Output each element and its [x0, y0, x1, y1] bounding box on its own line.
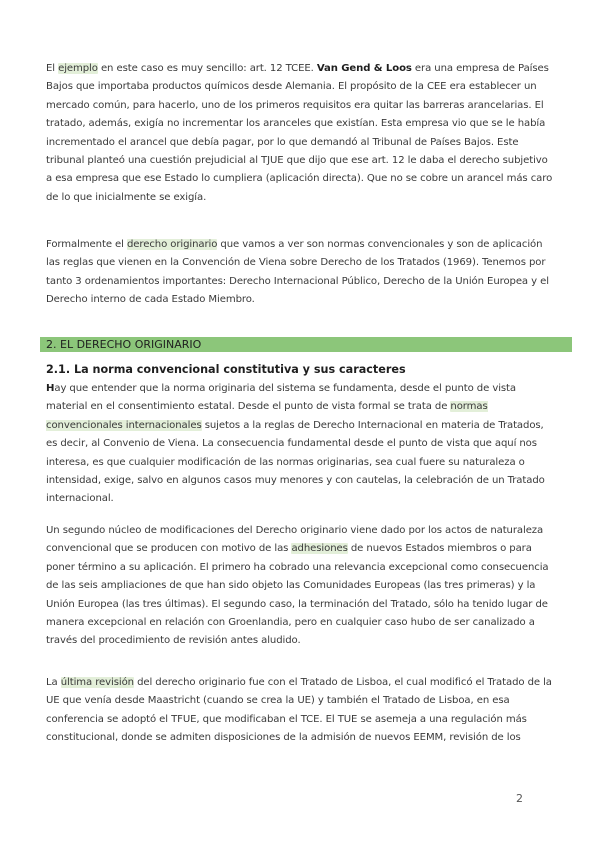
paragraph-norma-originaria	[46, 380, 556, 509]
paragraph-ultima-revision	[46, 674, 556, 748]
p2-pre: Formalmente el	[46, 239, 127, 250]
p4-post: de nuevos Estados miembros o para poner término a su aplicación. El primero ha cobrado una relevancia excepcional como consecuencia de las seis ampliaciones de que han sido objeto las Comunidades Europeas (las tres primeras) y la Unión Europea (las tres últimas). El segundo caso, la terminación del Tratado, sólo ha tenido lugar de manera excepcional en relación con Groenlandia, pero en cualquier caso hubo de ser canalizado a través del procedimiento de revisión antes aludido.	[46, 543, 549, 647]
p4-pre: Un segundo núcleo de modificaciones del Derecho originario viene dado por los actos de naturaleza convencional que se producen con motivo de las	[46, 525, 544, 555]
highlight-normas-convencionales: normas convencionales internacionales	[46, 401, 488, 431]
bold-van-gend-loos: Van Gend & Loos	[316, 63, 412, 74]
paragraph-van-gend-example	[46, 60, 556, 207]
paragraph-segundo-nucleo	[46, 522, 556, 651]
paragraph-derecho-originario-intro	[46, 236, 556, 310]
highlight-derecho-originario: derecho originario	[126, 239, 218, 250]
highlight-ejemplo: ejemplo	[58, 63, 98, 74]
p1-mid: en este caso es muy sencillo: art. 12 TCEE.	[97, 63, 317, 74]
subsection-title: 2.1. La norma convencional constitutiva y sus caracteres	[46, 363, 406, 376]
p5-post: del derecho originario fue con el Tratado de Lisboa, el cual modificó el Tratado de la UE que venía desde Maastricht (cuando se crea la UE) y también el Tratado de Lisboa, en esa conferencia se adoptó el TFUE, que modificaban el TCE. El TUE se asemeja a una regulación más constitucional, donde se admiten disposiciones de la admisión de nuevos EEMM, revisión de los	[46, 677, 552, 744]
dropcap-letter: H	[46, 383, 55, 394]
p3-pre: ay que entender que la norma originaria del sistema se fundamenta, desde el punto de vista material en el consentimiento estatal. Desde el punto de vista formal se trata de	[46, 383, 517, 413]
section-title: 2. EL DERECHO ORIGINARIO	[46, 337, 207, 352]
p1-post: era una empresa de Países Bajos que importaba productos químicos desde Alemania. El propósito de la CEE era establecer un mercado común, para hacerlo, uno de los primeros requisitos era quitar las barreras arancelarias. El tratado, además, exigía no incrementar los aranceles que existían. Esta empresa vio que se le había incrementado el arancel que debía pagar, por lo que demandó al Tribunal de Países Bajos. Este tribunal planteó una cuestión prejudicial al TJUE que dijo que ese art. 12 le daba el derecho subjetivo a esa empresa que ese Estado lo cumpliera (aplicación directa). Que no se cobre un arancel más caro de lo que inicialmente se exigía.	[46, 63, 553, 203]
highlight-ultima-revision: última revisión	[60, 677, 134, 688]
p1-pre: El	[46, 63, 59, 74]
page-number: 2	[516, 792, 523, 805]
p2-post: que vamos a ver son normas convencionales y son de aplicación las reglas que vienen en la Convención de Viena sobre Derecho de los Tratados (1969). Tenemos por tanto 3 ordenamientos importantes: Derecho Internacional Público, Derecho de la Unión Europea y el Derecho interno de cada Estado Miembro.	[46, 239, 549, 306]
p3-post: sujetos a la reglas de Derecho Internacional en materia de Tratados, es decir, al Convenio de Viena. La consecuencia fundamental desde el punto de vista que aquí nos interesa, es que cualquier modificación de las normas originarias, sea cual fuere su naturaleza o intensidad, exige, salvo en algunos casos muy menores y con cautelas, la celebración de un Tratado internacional.	[46, 419, 545, 505]
section-heading-bar	[40, 337, 572, 352]
highlight-adhesiones: adhesiones	[291, 543, 348, 555]
p5-pre: La	[46, 677, 61, 688]
